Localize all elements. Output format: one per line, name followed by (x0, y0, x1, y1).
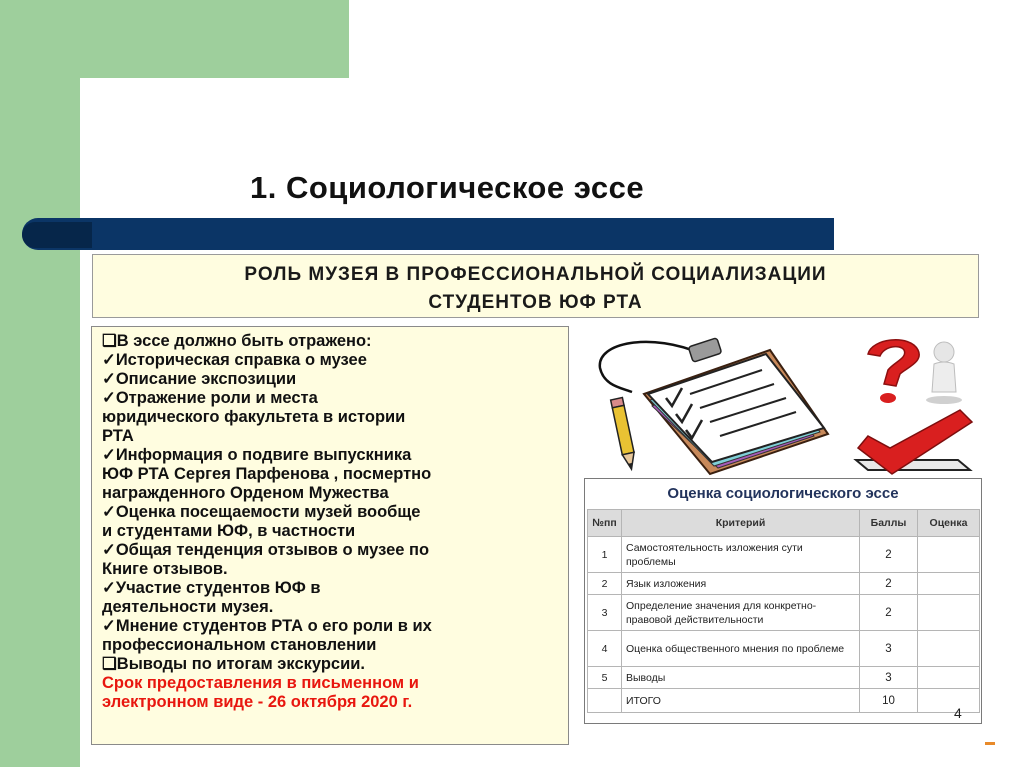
row-grade (918, 573, 980, 595)
table-row (588, 667, 980, 689)
row-number: 5 (588, 667, 622, 689)
row-criterion: Язык изложения (622, 573, 860, 595)
deadline-line: Срок предоставления в письменном и (102, 674, 419, 692)
list-line: и студентами ЮФ, в частности (102, 522, 356, 540)
subtitle-line-2: СТУДЕНТОВ ЮФ РТА (428, 292, 643, 313)
table-row (588, 631, 980, 667)
slide-title: 1. Социологическое эссе (250, 170, 645, 205)
list-line: ✓Мнение студентов РТА о его роли в их (102, 617, 432, 635)
table-row (588, 573, 980, 595)
row-number: 2 (588, 573, 622, 595)
grading-table-card (584, 478, 982, 724)
list-line: ❑Выводы по итогам экскурсии. (102, 655, 365, 673)
green-accent-left (0, 0, 80, 767)
column-header: Баллы (860, 510, 918, 537)
row-points: 3 (860, 631, 918, 667)
row-grade (918, 537, 980, 573)
row-points: 2 (860, 595, 918, 631)
row-criterion: Оценка общественного мнения по проблеме (622, 631, 860, 667)
row-grade (918, 595, 980, 631)
list-line: РТА (102, 427, 134, 445)
row-grade (918, 667, 980, 689)
grading-table (587, 509, 980, 713)
list-line: ✓Историческая справка о музее (102, 351, 367, 369)
table-header-row (588, 510, 980, 537)
row-criterion: Определение значения для конкретно-правовой действительности (622, 595, 860, 631)
deadline-line: электронном виде - 26 октября 2020 г. (102, 693, 413, 711)
list-line: деятельности музея. (102, 598, 274, 616)
table-row (588, 537, 980, 573)
list-line: ❑В эссе должно быть отражено: (102, 332, 372, 350)
row-number: 4 (588, 631, 622, 667)
table-row (588, 689, 980, 713)
pencil-icon (604, 396, 644, 472)
list-line: профессиональном становлении (102, 636, 377, 654)
list-line: ✓Общая тенденция отзывов о музее по (102, 541, 430, 559)
table-row (588, 595, 980, 631)
row-number: 1 (588, 537, 622, 573)
decorative-dash (985, 742, 995, 745)
row-grade (918, 631, 980, 667)
title-underline-bar (22, 218, 834, 250)
column-header: Оценка (918, 510, 980, 537)
row-grade (918, 689, 980, 713)
list-line: ✓Информация о подвиге выпускника (102, 446, 412, 464)
row-number (588, 689, 622, 713)
requirements-box (91, 326, 569, 745)
list-line: Книге отзывов. (102, 560, 228, 578)
row-criterion: ИТОГО (622, 689, 860, 713)
row-criterion: Выводы (622, 667, 860, 689)
row-points: 3 (860, 667, 918, 689)
page-number: 4 (954, 705, 962, 721)
question-mark-icon (858, 334, 970, 408)
list-line: юридического факультета в истории (102, 408, 406, 426)
column-header: Критерий (622, 510, 860, 537)
checkmark-icon (848, 408, 978, 488)
grading-table-title: Оценка социологического эссе (667, 485, 899, 502)
list-line: ✓Описание экспозиции (102, 370, 297, 388)
title-underline-bar-cap (22, 222, 92, 248)
list-line: награжденного Орденом Мужества (102, 484, 389, 502)
row-criterion: Самостоятельность изложения сути проблемы (622, 537, 860, 573)
list-line: ✓Участие студентов ЮФ в (102, 579, 321, 597)
list-line: ✓Оценка посещаемости музей вообще (102, 503, 421, 521)
row-points: 2 (860, 537, 918, 573)
row-points: 10 (860, 689, 918, 713)
list-line: ✓Отражение роли и места (102, 389, 318, 407)
row-points: 2 (860, 573, 918, 595)
column-header: №пп (588, 510, 622, 537)
list-line: ЮФ РТА Сергея Парфенова , посмертно (102, 465, 432, 483)
row-number: 3 (588, 595, 622, 631)
subtitle-line-1: РОЛЬ МУЗЕЯ В ПРОФЕССИОНАЛЬНОЙ СОЦИАЛИЗАЦИИ (244, 264, 827, 285)
subtitle-box (92, 254, 979, 318)
